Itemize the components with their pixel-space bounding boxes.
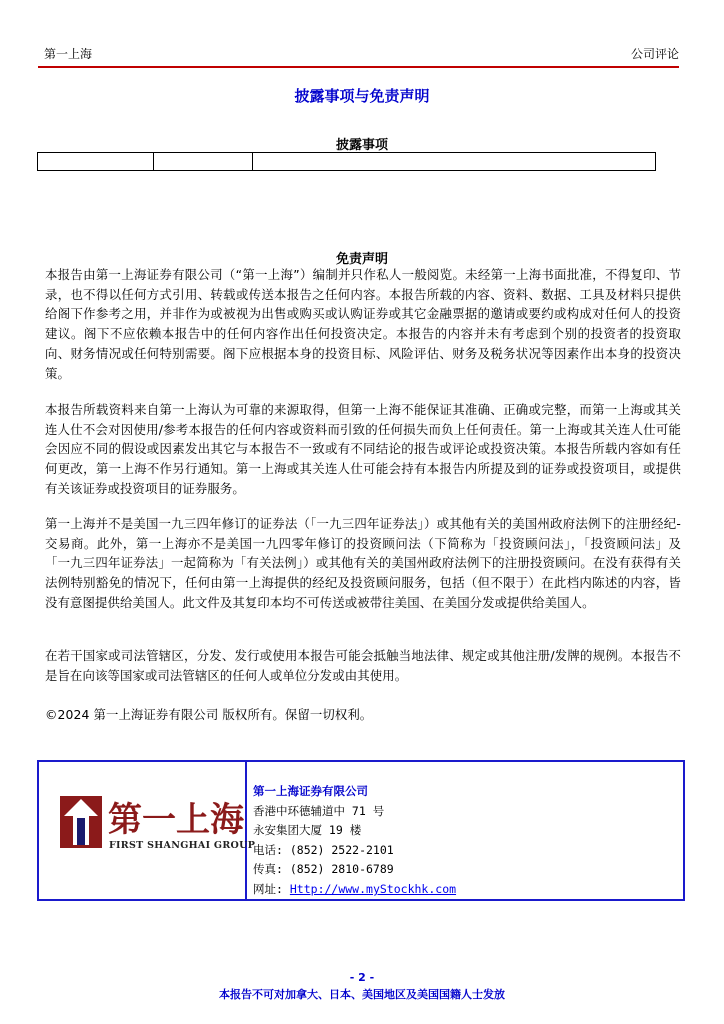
contact-divider bbox=[245, 760, 247, 901]
website-link[interactable]: Http://www.myStockhk.com bbox=[289, 881, 457, 896]
disclosure-cell bbox=[253, 153, 655, 170]
company-logo bbox=[60, 796, 256, 858]
page-number: - 2 - bbox=[349, 971, 375, 984]
logo-english-name: FIRST SHANGHAI GROUP bbox=[109, 840, 256, 851]
page-title: 披露事项与免责声明 bbox=[294, 87, 430, 105]
disclaimer-heading: 免责声明 bbox=[335, 252, 388, 267]
distribution-notice: 本报告不可对加拿大、日本、美国地区及美国国籍人士发放 bbox=[219, 988, 505, 1001]
disclaimer-paragraph: 本报告所载资料来自第一上海认为可靠的来源取得，但第一上海不能保证其准确、正确或完整，而第一上海或其关连人仕不会对因使用/参考本报告的任何内容或资料而引致的任何损失而负上任何责任。第一上海或其关连人仕可能会因应不同的假设或因素发出其它与本报告不一致或有不同结论的报告或评论或投资决策。本报告所载内容如有任何更改，第一上海不作另行通知。第一上海或其关连人仕可能会持有本报告内所提及到的证券或投资项目，或提供有关该证券或投资项目的证券服务。 bbox=[45, 402, 681, 496]
header-left: 第一上海 bbox=[44, 47, 93, 61]
fax-number: 传真: (852) 2810-6789 bbox=[253, 862, 394, 877]
disclaimer-paragraph: 在若干国家或司法管辖区，分发、发行或使用本报告可能会抵触当地法律、规定或其他注册/发牌的规例。本报告不是旨在向该等国家或司法管辖区的任何人或单位分发或由其使用。 bbox=[45, 648, 681, 683]
disclosure-cell bbox=[38, 153, 154, 170]
disclosure-heading: 披露事项 bbox=[335, 138, 388, 153]
logo-chinese-name: 第一上海 bbox=[108, 800, 244, 840]
disclaimer-paragraph: 第一上海并不是美国一九三四年修订的证券法（「一九三四年证券法」）或其他有关的美国州政府法例下的注册经纪-交易商。此外，第一上海亦不是美国一九四零年修订的投资顾问法（下简称为「投资顾问法」，「投资顾问法」及「一九三四年证券法」一起简称为「有关法例」）或其他有关的美国州政府法例下的注册投资顾问。在没有获得有关法例特别豁免的情况下，任何由第一上海提供的经纪及投资顾问服务，包括（但不限于）在此档内陈述的内容，皆没有意图提供给美国人。此文件及其复印本均不可传送或被带往美国、在美国分发或提供给美国人。 bbox=[45, 516, 681, 610]
address-line: 永安集团大厦 19 楼 bbox=[253, 823, 362, 838]
website-label: 网址: bbox=[253, 881, 283, 896]
address-line: 香港中环德辅道中 71 号 bbox=[253, 803, 385, 818]
phone-number: 电话: (852) 2522-2101 bbox=[253, 842, 394, 857]
header-right: 公司评论 bbox=[630, 47, 679, 61]
contact-details bbox=[253, 782, 456, 900]
disclosure-cell bbox=[154, 153, 253, 170]
logo-mark-icon bbox=[60, 796, 102, 848]
disclosure-table bbox=[37, 152, 656, 171]
website-row bbox=[253, 880, 456, 900]
header-divider bbox=[38, 66, 679, 68]
copyright: ©2024 第一上海证券有限公司 版权所有。保留一切权利。 bbox=[45, 707, 373, 722]
company-name: 第一上海证券有限公司 bbox=[253, 784, 368, 798]
disclaimer-paragraph: 本报告由第一上海证券有限公司（“第一上海”）编制并只作私人一般阅览。未经第一上海书面批准，不得复印、节录，也不得以任何方式引用、转载或传送本报告之任何内容。本报告所载的内容、资料、数据、工具及材料只提供给阁下作参考之用，并非作为或被视为出售或购买或认购证券或其它金融票据的邀请或要约或构成对任何人的投资建议。阁下不应依赖本报告中的任何内容作出任何投资决定。本报告的内容并未有考虑到个别的投资者的投资取向、财务情况或任何特别需要。阁下应根据本身的投资目标、风险评估、财务及税务状况等因素作出本身的投资决策。 bbox=[45, 267, 681, 381]
